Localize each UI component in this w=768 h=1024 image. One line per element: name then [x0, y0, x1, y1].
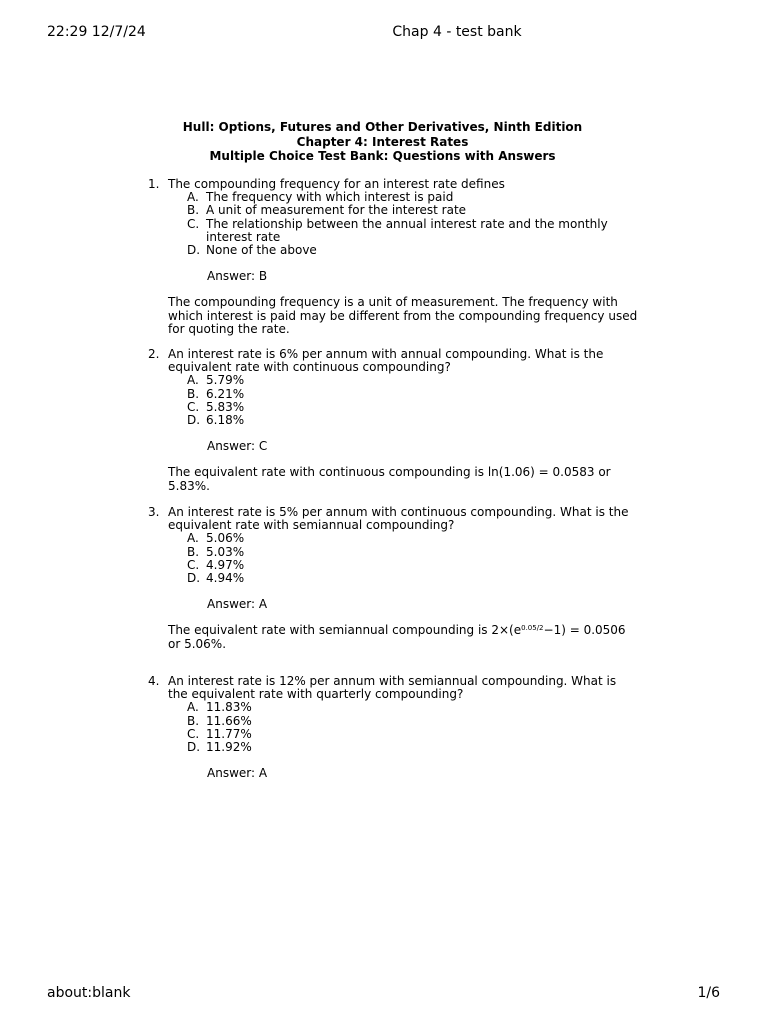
option-text: 6.21% [206, 386, 245, 401]
question-4 [148, 675, 648, 780]
question-number: 2. [148, 347, 160, 361]
option-letter: C. [187, 726, 200, 741]
option-b [187, 388, 616, 401]
question-1 [148, 178, 648, 336]
test-bank-title: Multiple Choice Test Bank: Questions with Answers [209, 149, 556, 163]
print-datetime: 22:29 12/7/24 [47, 24, 146, 40]
chapter-title: Chapter 4: Interest Rates [296, 134, 469, 149]
question-number: 1. [148, 177, 160, 191]
option-text: 11.77% [206, 726, 252, 741]
option-letter: A. [187, 531, 199, 546]
question-text: An interest rate is 12% per annum with semiannual compounding. What is the equivalent rate with quarterly compounding? [168, 674, 617, 702]
option-text: 4.94% [206, 571, 245, 586]
option-text: 11.83% [206, 700, 252, 715]
option-text: 5.03% [206, 544, 245, 559]
option-text: A unit of measurement for the interest rate [206, 203, 467, 218]
option-letter: A. [187, 190, 199, 205]
answer-key: Answer: C [207, 439, 268, 454]
option-d [187, 572, 616, 585]
option-c [187, 401, 616, 414]
option-letter: C. [187, 557, 200, 572]
option-letter: B. [187, 713, 200, 728]
option-a [187, 532, 616, 545]
option-text: The relationship between the annual interest rate and the monthly interest rate [206, 216, 608, 244]
option-text: 5.06% [206, 531, 245, 546]
question-number: 3. [148, 505, 160, 519]
answer-explanation: The equivalent rate with continuous compounding is ln(1.06) = 0.0583 or 5.83%. [168, 465, 611, 493]
option-letter: B. [187, 386, 200, 401]
option-text: 6.18% [206, 413, 245, 428]
option-letter: D. [187, 243, 201, 258]
exponent: 0.05/2 [521, 624, 544, 633]
option-letter: B. [187, 203, 200, 218]
option-d [187, 741, 616, 754]
question-text: The compounding frequency for an interest rate defines [168, 177, 505, 191]
answer-key: Answer: A [207, 766, 268, 781]
option-text: 5.83% [206, 399, 245, 414]
option-letter: D. [187, 571, 201, 586]
option-list [187, 191, 648, 257]
option-c [187, 559, 616, 572]
question-number: 4. [148, 674, 160, 688]
answer-key: Answer: A [207, 597, 268, 612]
option-letter: C. [187, 399, 200, 414]
question-text: An interest rate is 6% per annum with annual compounding. What is the equivalent rate with continuous compounding? [168, 347, 604, 375]
option-text: 11.92% [206, 740, 252, 755]
option-letter: C. [187, 216, 200, 231]
question-3 [148, 506, 648, 651]
page-number: 1/6 [697, 985, 720, 1001]
option-a [187, 374, 616, 387]
explanation-text: −1) = 0.0506 or 5.06%. [168, 623, 626, 651]
print-doc-title: Chap 4 - test bank [392, 24, 522, 40]
answer-explanation: The compounding frequency is a unit of measurement. The frequency with which interest is paid may be different from the compounding frequency used for quoting the rate. [168, 295, 638, 336]
option-list [187, 374, 648, 427]
option-text: The frequency with which interest is paid [206, 190, 454, 205]
answer-key: Answer: B [207, 269, 268, 284]
option-letter: B. [187, 544, 200, 559]
question-2 [148, 348, 648, 493]
answer-explanation [168, 624, 638, 650]
option-d [187, 414, 616, 427]
option-d [187, 244, 616, 257]
question-text: An interest rate is 5% per annum with continuous compounding. What is the equivalent rate with semiannual compounding? [168, 505, 629, 533]
option-text: None of the above [206, 243, 317, 258]
option-c [187, 218, 616, 244]
option-letter: D. [187, 740, 201, 755]
book-title: Hull: Options, Futures and Other Derivatives, Ninth Edition [182, 120, 583, 134]
option-list [187, 701, 648, 754]
explanation-text: The equivalent rate with semiannual compounding is 2×(e [168, 623, 522, 638]
option-text: 5.79% [206, 373, 245, 388]
option-letter: A. [187, 373, 199, 388]
option-letter: A. [187, 700, 199, 715]
option-text: 11.66% [206, 713, 252, 728]
option-text: 4.97% [206, 557, 245, 572]
option-list [187, 532, 648, 585]
document-titles [0, 120, 765, 164]
option-b [187, 546, 616, 559]
option-letter: D. [187, 413, 201, 428]
print-url: about:blank [47, 985, 131, 1001]
